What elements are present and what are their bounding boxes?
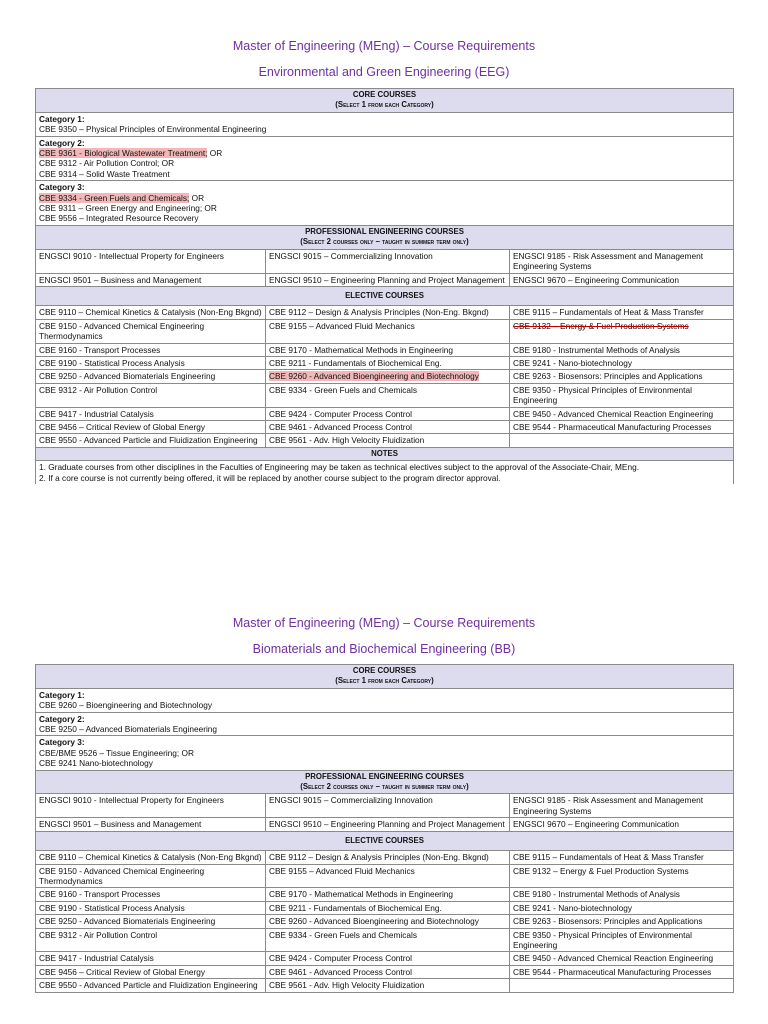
core-course: CBE 9250 – Advanced Biomaterials Engineering (39, 724, 218, 735)
note-item: 2. If a core course is not currently being offered, it will be replaced by another course subject to the program director approval. (39, 472, 501, 483)
requirements-table-bb (35, 664, 733, 993)
core-courses-header: CORE COURSES (Select 1 from each Category) (36, 665, 734, 689)
table-row: CBE 9550 - Advanced Particle and Fluidization Engineering CBE 9561 - Adv. High Velocity Fluidization (36, 434, 734, 447)
table-row: CBE 9110 – Chemical Kinetics & Catalysis (Non-Eng Bkgnd) CBE 9112 – Design & Analysis Principles (Non-Eng. Bkgnd) CBE 9115 – Fundamentals of Heat & Mass Transfer (36, 851, 734, 864)
table-row: ENGSCI 9501 – Business and Management ENGSCI 9510 – Engineering Planning and Project Management ENGSCI 9670 – Engineering Communication (36, 818, 734, 831)
core-course: CBE/BME 9526 – Tissue Engineering; OR (39, 747, 194, 758)
struck-course: CBE 9132 – Energy & Fuel Production Systems (513, 320, 689, 331)
highlighted-course: CBE 9260 - Advanced Bioengineering and Biotechnology (269, 371, 479, 382)
elective-courses-header: ELECTIVE COURSES (36, 286, 734, 305)
core-course: CBE 9311 – Green Energy and Engineering; OR (39, 203, 217, 214)
core-courses-header: CORE COURSES (Select 1 from each Category) (36, 89, 734, 113)
section-title-program: Biomaterials and Biochemical Engineering (BB) (252, 642, 516, 656)
notes-body (36, 461, 734, 484)
table-row: ENGSCI 9501 – Business and Management ENGSCI 9510 – Engineering Planning and Project Management ENGSCI 9670 – Engineering Communication (36, 273, 734, 286)
core-category-2: Category 2: CBE 9250 – Advanced Biomaterials Engineering (36, 712, 734, 736)
table-row: CBE 9250 - Advanced Biomaterials Engineering CBE 9260 - Advanced Bioengineering and Biotechnology CBE 9263 - Biosensors: Principles and Applications (36, 915, 734, 928)
elective-courses-header: ELECTIVE COURSES (36, 831, 734, 850)
table-row: CBE 9250 - Advanced Biomaterials Engineering CBE 9260 - Advanced Bioengineering and Biotechnology CBE 9263 - Biosensors: Principles and Applications (36, 370, 734, 383)
table-row: CBE 9456 – Critical Review of Global Energy CBE 9461 - Advanced Process Control CBE 9544 - Pharmaceutical Manufacturing Processes (36, 420, 734, 433)
section-title-program: Environmental and Green Engineering (EEG) (258, 65, 510, 79)
table-row: ENGSCI 9010 - Intellectual Property for Engineers ENGSCI 9015 – Commercializing Innovation ENGSCI 9185 - Risk Assessment and Management Engineering Systems (36, 794, 734, 818)
core-category-1: Category 1: CBE 9350 – Physical Principles of Environmental Engineering (36, 112, 734, 136)
table-row: CBE 9160 - Transport Processes CBE 9170 - Mathematical Methods in Engineering CBE 9180 - Instrumental Methods of Analysis (36, 343, 734, 356)
table-row: CBE 9150 - Advanced Chemical Engineering Thermodynamics CBE 9155 – Advanced Fluid Mechanics CBE 9132 – Energy & Fuel Production Systems (36, 864, 734, 888)
table-row: CBE 9312 - Air Pollution Control CBE 9334 - Green Fuels and Chemicals CBE 9350 - Physical Principles of Environmental Engineering (36, 383, 734, 407)
table-row: ENGSCI 9010 - Intellectual Property for Engineers ENGSCI 9015 – Commercializing Innovation ENGSCI 9185 - Risk Assessment and Management Engineering Systems (36, 249, 734, 273)
core-course: CBE 9312 - Air Pollution Control; OR (39, 158, 175, 169)
table-row: CBE 9312 - Air Pollution Control CBE 9334 - Green Fuels and Chemicals CBE 9350 - Physical Principles of Environmental Engineering (36, 928, 734, 952)
professional-courses-header: PROFESSIONAL ENGINEERING COURSES (Select 2 courses only – taught in summer term only) (36, 770, 734, 794)
table-row: CBE 9110 – Chemical Kinetics & Catalysis (Non-Eng Bkgnd) CBE 9112 – Design & Analysis Principles (Non-Eng. Bkgnd) CBE 9115 – Fundamentals of Heat & Mass Transfer (36, 306, 734, 319)
core-course: CBE 9556 – Integrated Resource Recovery (39, 213, 199, 224)
section-bb (0, 615, 768, 657)
table-row: CBE 9456 – Critical Review of Global Energy CBE 9461 - Advanced Process Control CBE 9544 - Pharmaceutical Manufacturing Processes (36, 965, 734, 978)
core-category-2: Category 2: CBE 9361 - Biological Wastewater Treatment; OR CBE 9312 - Air Pollution Control; OR CBE 9314 – Solid Waste Treatment (36, 136, 734, 181)
note-item: 1. Graduate courses from other disciplines in the Faculties of Engineering may be taken as technical electives subject to the approval of the Associate-Chair, MEng. (39, 462, 640, 473)
core-category-1: Category 1: CBE 9260 – Bioengineering and Biotechnology (36, 688, 734, 712)
core-course: CBE 9361 - Biological Wastewater Treatment; OR (39, 148, 223, 159)
table-row: CBE 9190 - Statistical Process Analysis CBE 9211 - Fundamentals of Biochemical Eng. CBE 9241 - Nano-biotechnology (36, 901, 734, 914)
table-row: CBE 9550 - Advanced Particle and Fluidization Engineering CBE 9561 - Adv. High Velocity Fluidization (36, 979, 734, 992)
section-title-main: Master of Engineering (MEng) – Course Requirements (232, 39, 536, 53)
table-row: CBE 9417 - Industrial Catalysis CBE 9424 - Computer Process Control CBE 9450 - Advanced Chemical Reaction Engineering (36, 952, 734, 965)
table-row: CBE 9160 - Transport Processes CBE 9170 - Mathematical Methods in Engineering CBE 9180 - Instrumental Methods of Analysis (36, 888, 734, 901)
table-row: CBE 9150 - Advanced Chemical Engineering Thermodynamics CBE 9155 – Advanced Fluid Mechanics CBE 9132 – Energy & Fuel Production Systems (36, 319, 734, 343)
table-row: CBE 9417 - Industrial Catalysis CBE 9424 - Computer Process Control CBE 9450 - Advanced Chemical Reaction Engineering (36, 407, 734, 420)
core-course: CBE 9350 – Physical Principles of Environmental Engineering (39, 124, 267, 135)
core-course: CBE 9241 Nano-biotechnology (39, 758, 153, 769)
core-category-3: Category 3: CBE 9334 - Green Fuels and Chemicals; OR CBE 9311 – Green Energy and Engineering; OR CBE 9556 – Integrated Resource Recovery (36, 181, 734, 226)
core-course: CBE 9334 - Green Fuels and Chemicals; OR (39, 192, 205, 203)
highlighted-course: CBE 9361 - Biological Wastewater Treatment; (39, 148, 208, 159)
core-category-3: Category 3: CBE/BME 9526 – Tissue Engineering; OR CBE 9241 Nano-biotechnology (36, 736, 734, 770)
professional-courses-header: PROFESSIONAL ENGINEERING COURSES (Select 2 courses only – taught in summer term only) (36, 225, 734, 249)
section-title-main: Master of Engineering (MEng) – Course Requirements (232, 616, 536, 630)
core-course: CBE 9314 – Solid Waste Treatment (39, 168, 170, 179)
requirements-table-eeg (35, 88, 733, 484)
notes-header: NOTES (36, 447, 734, 460)
section-eeg (0, 38, 768, 80)
table-row: CBE 9190 - Statistical Process Analysis CBE 9211 - Fundamentals of Biochemical Eng. CBE 9241 - Nano-biotechnology (36, 356, 734, 369)
core-course: CBE 9260 – Bioengineering and Biotechnology (39, 700, 212, 711)
highlighted-course: CBE 9334 - Green Fuels and Chemicals; (39, 192, 190, 203)
